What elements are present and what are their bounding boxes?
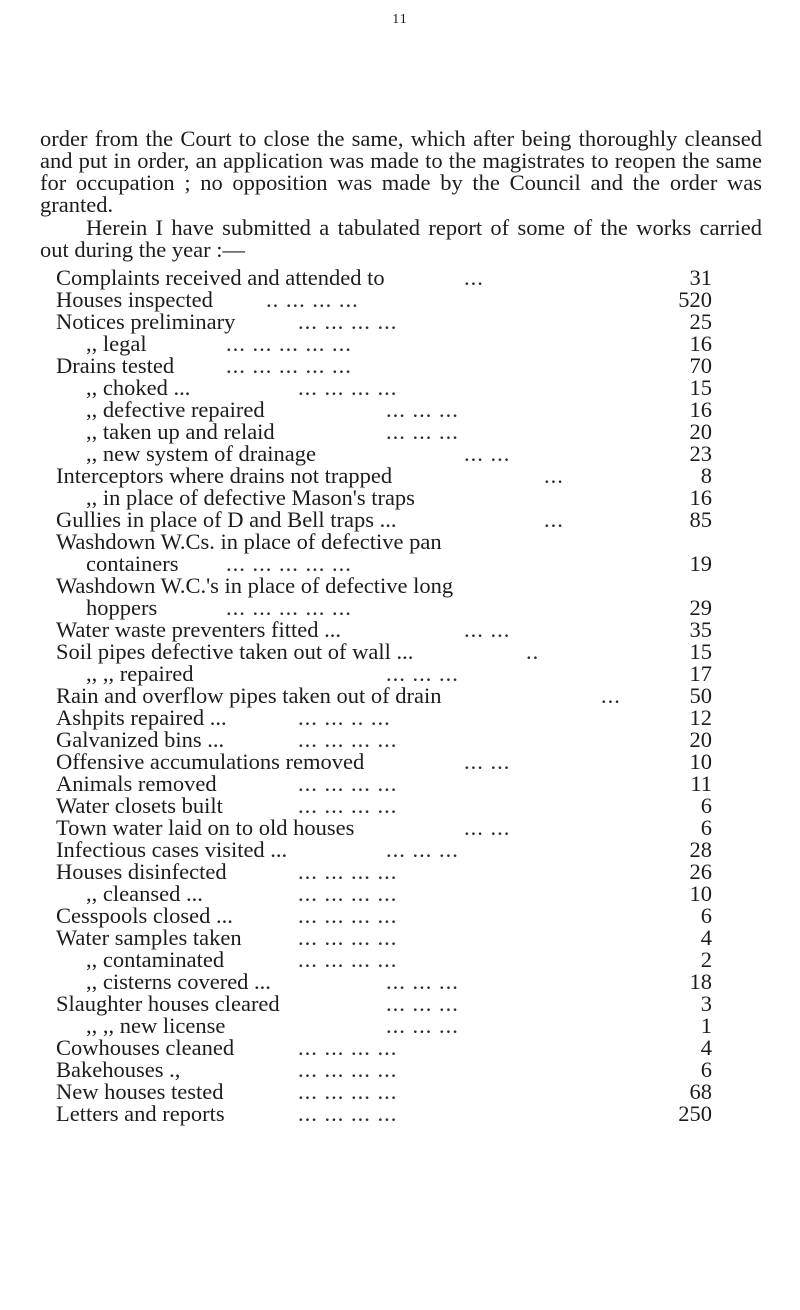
leader-dots: ... ... — [464, 749, 511, 774]
table-row — [56, 465, 768, 487]
table-row — [56, 751, 768, 773]
leader-dots: ... — [601, 683, 621, 708]
row-value: 16 — [689, 485, 712, 510]
table-row — [56, 1059, 768, 1081]
paragraph-report-intro: Herein I have submitted a tabulated report of some of the works carried out during the year :— — [40, 215, 762, 262]
table-row — [56, 773, 768, 795]
leader-dots: ... — [464, 265, 484, 290]
row-label: Houses inspected — [56, 287, 213, 312]
table-row — [56, 927, 768, 949]
row-value: 10 — [689, 881, 712, 906]
row-value: 35 — [689, 617, 712, 642]
row-value: 70 — [689, 353, 712, 378]
row-value: 6 — [700, 1057, 712, 1082]
table-row — [56, 993, 768, 1015]
table-row — [56, 597, 768, 619]
leader-dots: ... ... ... ... — [298, 309, 398, 334]
row-label: Letters and reports — [56, 1101, 225, 1126]
row-value: 19 — [689, 551, 712, 576]
row-label: ,, cisterns covered ... — [86, 969, 271, 994]
table-row — [56, 355, 768, 377]
leader-dots: ... ... ... ... — [298, 771, 398, 796]
leader-dots: ... ... — [464, 815, 511, 840]
table-row — [56, 949, 768, 971]
row-label: Houses disinfected — [56, 859, 227, 884]
table-row — [56, 487, 768, 509]
row-value: 6 — [700, 815, 712, 840]
table-row — [56, 289, 768, 311]
leader-dots: ... ... ... ... — [298, 925, 398, 950]
leader-dots: .. — [526, 639, 540, 664]
leader-dots: ... ... ... — [386, 991, 459, 1016]
table-row — [56, 619, 768, 641]
row-label: ,, taken up and relaid — [86, 419, 275, 444]
table-row — [56, 663, 768, 685]
row-label: ,, defective repaired — [86, 397, 265, 422]
row-label: Animals removed — [56, 771, 217, 796]
row-label: ,, legal — [86, 331, 147, 356]
table-row — [56, 1081, 768, 1103]
leader-dots: ... ... — [464, 441, 511, 466]
row-value: 23 — [689, 441, 712, 466]
row-value: 16 — [689, 397, 712, 422]
row-value: 20 — [689, 727, 712, 752]
leader-dots: ... ... ... ... ... — [226, 353, 352, 378]
row-value: 20 — [689, 419, 712, 444]
row-value: 1 — [700, 1013, 712, 1038]
table-row — [56, 531, 768, 553]
table-row — [56, 729, 768, 751]
table-row — [56, 267, 768, 289]
row-label: Washdown W.Cs. in place of defective pan — [56, 529, 442, 554]
row-label: ,, in place of defective Mason's traps — [86, 485, 415, 510]
row-label: Gullies in place of D and Bell traps ... — [56, 507, 397, 532]
table-row — [56, 509, 768, 531]
leader-dots: ... ... ... ... — [298, 1101, 398, 1126]
table-row — [56, 817, 768, 839]
leader-dots: ... ... ... — [386, 419, 459, 444]
table-row — [56, 883, 768, 905]
row-value: 2 — [700, 947, 712, 972]
table-row — [56, 707, 768, 729]
row-value: 6 — [700, 903, 712, 928]
row-label: ,, new system of drainage — [86, 441, 316, 466]
row-value: 29 — [689, 595, 712, 620]
row-value: 68 — [689, 1079, 712, 1104]
row-value: 85 — [689, 507, 712, 532]
row-value: 520 — [678, 287, 712, 312]
leader-dots: ... ... ... ... — [298, 1079, 398, 1104]
leader-dots: ... ... ... — [386, 397, 459, 422]
row-value: 15 — [689, 375, 712, 400]
row-label: Notices preliminary — [56, 309, 236, 334]
row-label: New houses tested — [56, 1079, 224, 1104]
leader-dots: ... ... ... — [386, 969, 459, 994]
table-row — [56, 333, 768, 355]
row-label: Complaints received and attended to — [56, 265, 385, 290]
leader-dots: ... ... — [464, 617, 511, 642]
row-label: ,, cleansed ... — [86, 881, 203, 906]
leader-dots: ... ... ... ... — [298, 947, 398, 972]
leader-dots: ... ... ... — [386, 1013, 459, 1038]
row-value: 250 — [678, 1101, 712, 1126]
row-value: 28 — [689, 837, 712, 862]
leader-dots: ... ... ... — [386, 661, 459, 686]
row-label: Water samples taken — [56, 925, 242, 950]
row-label: Slaughter houses cleared — [56, 991, 280, 1016]
table-row — [56, 685, 768, 707]
row-label: ,, choked ... — [86, 375, 191, 400]
table-row — [56, 575, 768, 597]
row-label: Rain and overflow pipes taken out of drain — [56, 683, 442, 708]
leader-dots: ... ... ... ... — [298, 881, 398, 906]
leader-dots: ... — [544, 507, 564, 532]
row-value: 50 — [689, 683, 712, 708]
row-label: Town water laid on to old houses — [56, 815, 355, 840]
table-row — [56, 311, 768, 333]
row-label: ,, ,, new license — [86, 1013, 226, 1038]
row-label: Cowhouses cleaned — [56, 1035, 235, 1060]
leader-dots: ... ... ... ... — [298, 1057, 398, 1082]
row-value: 11 — [690, 771, 712, 796]
row-label: Cesspools closed ... — [56, 903, 233, 928]
row-value: 31 — [689, 265, 712, 290]
row-label: Water closets built — [56, 793, 223, 818]
table-row — [56, 1103, 768, 1125]
leader-dots: ... ... ... ... ... — [226, 595, 352, 620]
row-label: Infectious cases visited ... — [56, 837, 288, 862]
row-value: 12 — [689, 705, 712, 730]
row-label: Drains tested — [56, 353, 175, 378]
leader-dots: ... ... ... ... — [298, 727, 398, 752]
table-row — [56, 1037, 768, 1059]
table-row — [56, 421, 768, 443]
row-value: 6 — [700, 793, 712, 818]
table-row — [56, 795, 768, 817]
leader-dots: ... — [544, 463, 564, 488]
row-label: ,, ,, repaired — [86, 661, 194, 686]
row-label: hoppers — [86, 595, 158, 620]
row-label: Offensive accumulations removed — [56, 749, 365, 774]
row-label: Ashpits repaired ... — [56, 705, 227, 730]
row-value: 3 — [700, 991, 712, 1016]
table-row — [56, 905, 768, 927]
row-value: 15 — [689, 639, 712, 664]
row-value: 4 — [700, 925, 712, 950]
table-row — [56, 553, 768, 575]
row-label: Water waste preventers fitted ... — [56, 617, 341, 642]
row-value: 26 — [689, 859, 712, 884]
row-label: Interceptors where drains not trapped — [56, 463, 393, 488]
row-label: Washdown W.C.'s in place of defective long — [56, 573, 454, 598]
row-value: 18 — [689, 969, 712, 994]
row-label: Soil pipes defective taken out of wall ... — [56, 639, 414, 664]
leader-dots: ... ... ... — [386, 837, 459, 862]
row-value: 4 — [700, 1035, 712, 1060]
works-report-table — [56, 267, 768, 1125]
row-label: ,, contaminated — [86, 947, 225, 972]
table-row — [56, 839, 768, 861]
row-value: 10 — [689, 749, 712, 774]
row-label: containers — [86, 551, 179, 576]
leader-dots: .. ... ... ... — [266, 287, 359, 312]
page-number: 11 — [392, 12, 408, 27]
row-label: Galvanized bins ... — [56, 727, 225, 752]
leader-dots: ... ... ... ... — [298, 1035, 398, 1060]
leader-dots: ... ... .. ... — [298, 705, 391, 730]
row-value: 8 — [700, 463, 712, 488]
leader-dots: ... ... ... ... — [298, 903, 398, 928]
row-value: 16 — [689, 331, 712, 356]
row-value: 25 — [689, 309, 712, 334]
paragraph-court-order: order from the Court to close the same, which after being thoroughly cleansed and put in order, an application was made to the magistrates to reopen the same for occupation ; no opposition was made by the Council and the order was granted. — [40, 126, 762, 217]
table-row — [56, 861, 768, 883]
leader-dots: ... ... ... ... — [298, 793, 398, 818]
table-row — [56, 641, 768, 663]
table-row — [56, 377, 768, 399]
leader-dots: ... ... ... ... ... — [226, 551, 352, 576]
leader-dots: ... ... ... ... — [298, 859, 398, 884]
table-row — [56, 443, 768, 465]
table-row — [56, 399, 768, 421]
table-row — [56, 971, 768, 993]
leader-dots: ... ... ... ... ... — [226, 331, 352, 356]
leader-dots: ... ... ... ... — [298, 375, 398, 400]
row-value: 17 — [689, 661, 712, 686]
table-row — [56, 1015, 768, 1037]
row-label: Bakehouses ., — [56, 1057, 181, 1082]
